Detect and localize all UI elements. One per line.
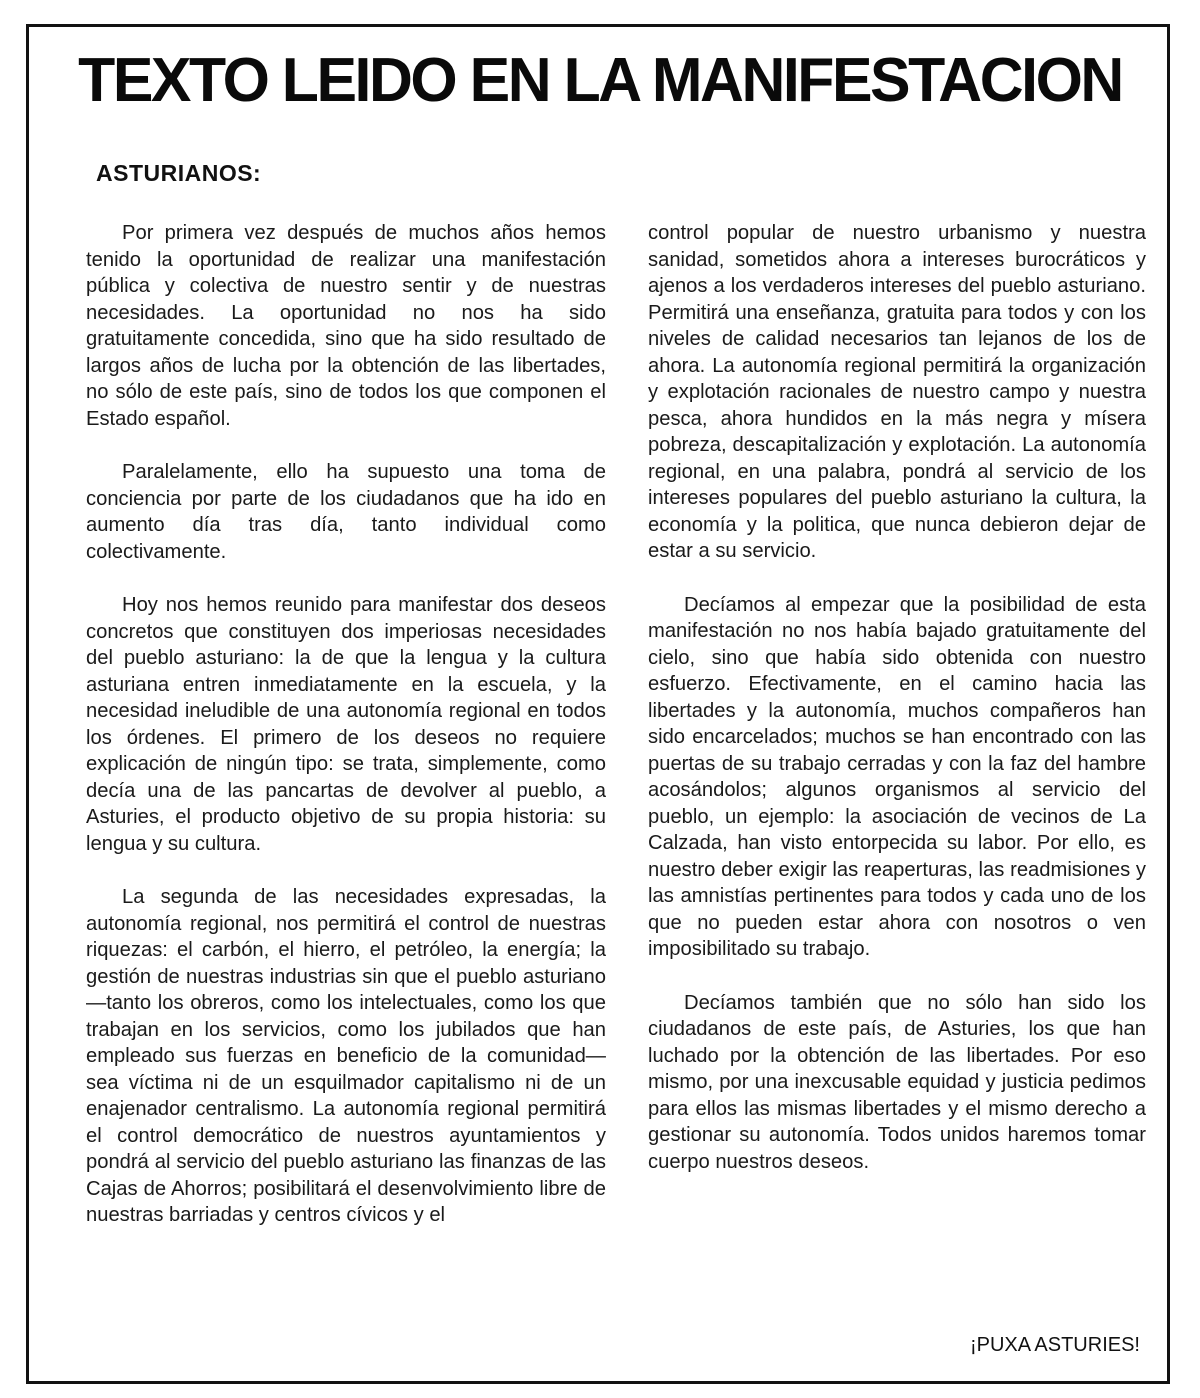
- closing-slogan: ¡PUXA ASTURIES!: [969, 1334, 1140, 1356]
- paragraph: Hoy nos hemos reunido para manifestar dos deseos concretos que constituyen dos imperiosas necesidades del pueblo asturiano: la de que la lengua y la cultura asturiana entren inmediatamente en la escuela, y la necesidad ineludible de una autonomía regional en todos los órdenes. El primero de los deseos no requiere explicación de ningún tipo: se trata, simplemente, como decía una de las pancartas de devolver al pueblo, a Asturies, el producto objetivo de su propia historia: su lengua y su cultura.: [86, 594, 606, 855]
- page-title: TEXTO LEIDO EN LA MANIFESTACION: [78, 46, 1122, 115]
- salutation: ASTURIANOS:: [96, 160, 262, 186]
- paragraph: Por primera vez después de muchos años hemos tenido la oportunidad de realizar una manifestación pública y colectiva de nuestro sentir y de nuestras necesidades. La oportunidad no nos ha sido gratuitamente concedida, sino que ha sido resultado de largos años de lucha por la obtención de las libertades, no sólo de este país, sino de todos los que componen el Estado español.: [86, 222, 606, 430]
- paragraph: Decíamos al empezar que la posibilidad de esta manifestación no nos había bajado gratuitamente del cielo, sino que había sido obtenida con nuestro esfuerzo. Efectivamente, en el camino hacia las libertades y la autonomía, muchos compañeros han sido encarcelados; muchos se han encontrado con las puertas de su trabajo cerradas y con la faz del hambre acosándolos; algunos organismos al servicio del pueblo, un ejemplo: la asociación de vecinos de La Calzada, han visto entorpecida su labor. Por ello, es nuestro deber exigir las reaperturas, las readmisiones y las amnistías pertinentes para todos y cada uno de los que no pueden estar ahora con nosotros o ven imposibilitado su trabajo.: [648, 593, 1146, 960]
- paragraph: Decíamos también que no sólo han sido los ciudadanos de este país, de Asturies, los que han luchado por la obtención de las libertades. Por eso mismo, por una inexcusable equidad y justicia pedimos para ellos las mismas libertades y el mismo derecho a gestionar su autonomía. Todos unidos haremos tomar cuerpo nuestros deseos.: [648, 991, 1146, 1173]
- right-column: [648, 220, 1146, 1175]
- paragraph: La segunda de las necesidades expresadas, la autonomía regional, nos permitirá el control de nuestras riquezas: el carbón, el hierro, el petróleo, la energía; la gestión de nuestras industrias sin que el pueblo asturiano —tanto los obreros, como los intelectuales, como los que trabajan en los servicios, como los jubilados que han empleado sus fuerzas en beneficio de la comunidad— sea víctima ni de un esquilmador capitalismo ni de un enajenador centralismo. La autonomía regional permitirá el control democrático de nuestros ayuntamientos y pondrá al servicio del pueblo asturiano las finanzas de las Cajas de Ahorros; posibilitará el desenvolvimiento libre de nuestras barriadas y centros cívicos y el: [86, 886, 606, 1226]
- paragraph: Paralelamente, ello ha supuesto una toma de conciencia por parte de los ciudadanos que ha ido en aumento día tras día, tanto individual como colectivamente.: [86, 461, 606, 563]
- left-column: [86, 220, 606, 1229]
- paragraph: control popular de nuestro urbanismo y nuestra sanidad, sometidos ahora a intereses burocráticos y ajenos a los verdaderos intereses del pueblo asturiano. Permitirá una enseñanza, gratuita para todos y con los niveles de calidad necesarios tan lejanos de los de ahora. La autonomía regional permitirá la organización y explotación racionales de nuestro campo y nuestra pesca, ahora hundidos en la más negra y mísera pobreza, descapitalización y explotación. La autonomía regional, en una palabra, pondrá al servicio de los intereses populares del pueblo asturiano la cultura, la economía y la politica, que nunca debieron dejar de estar a su servicio.: [648, 222, 1146, 562]
